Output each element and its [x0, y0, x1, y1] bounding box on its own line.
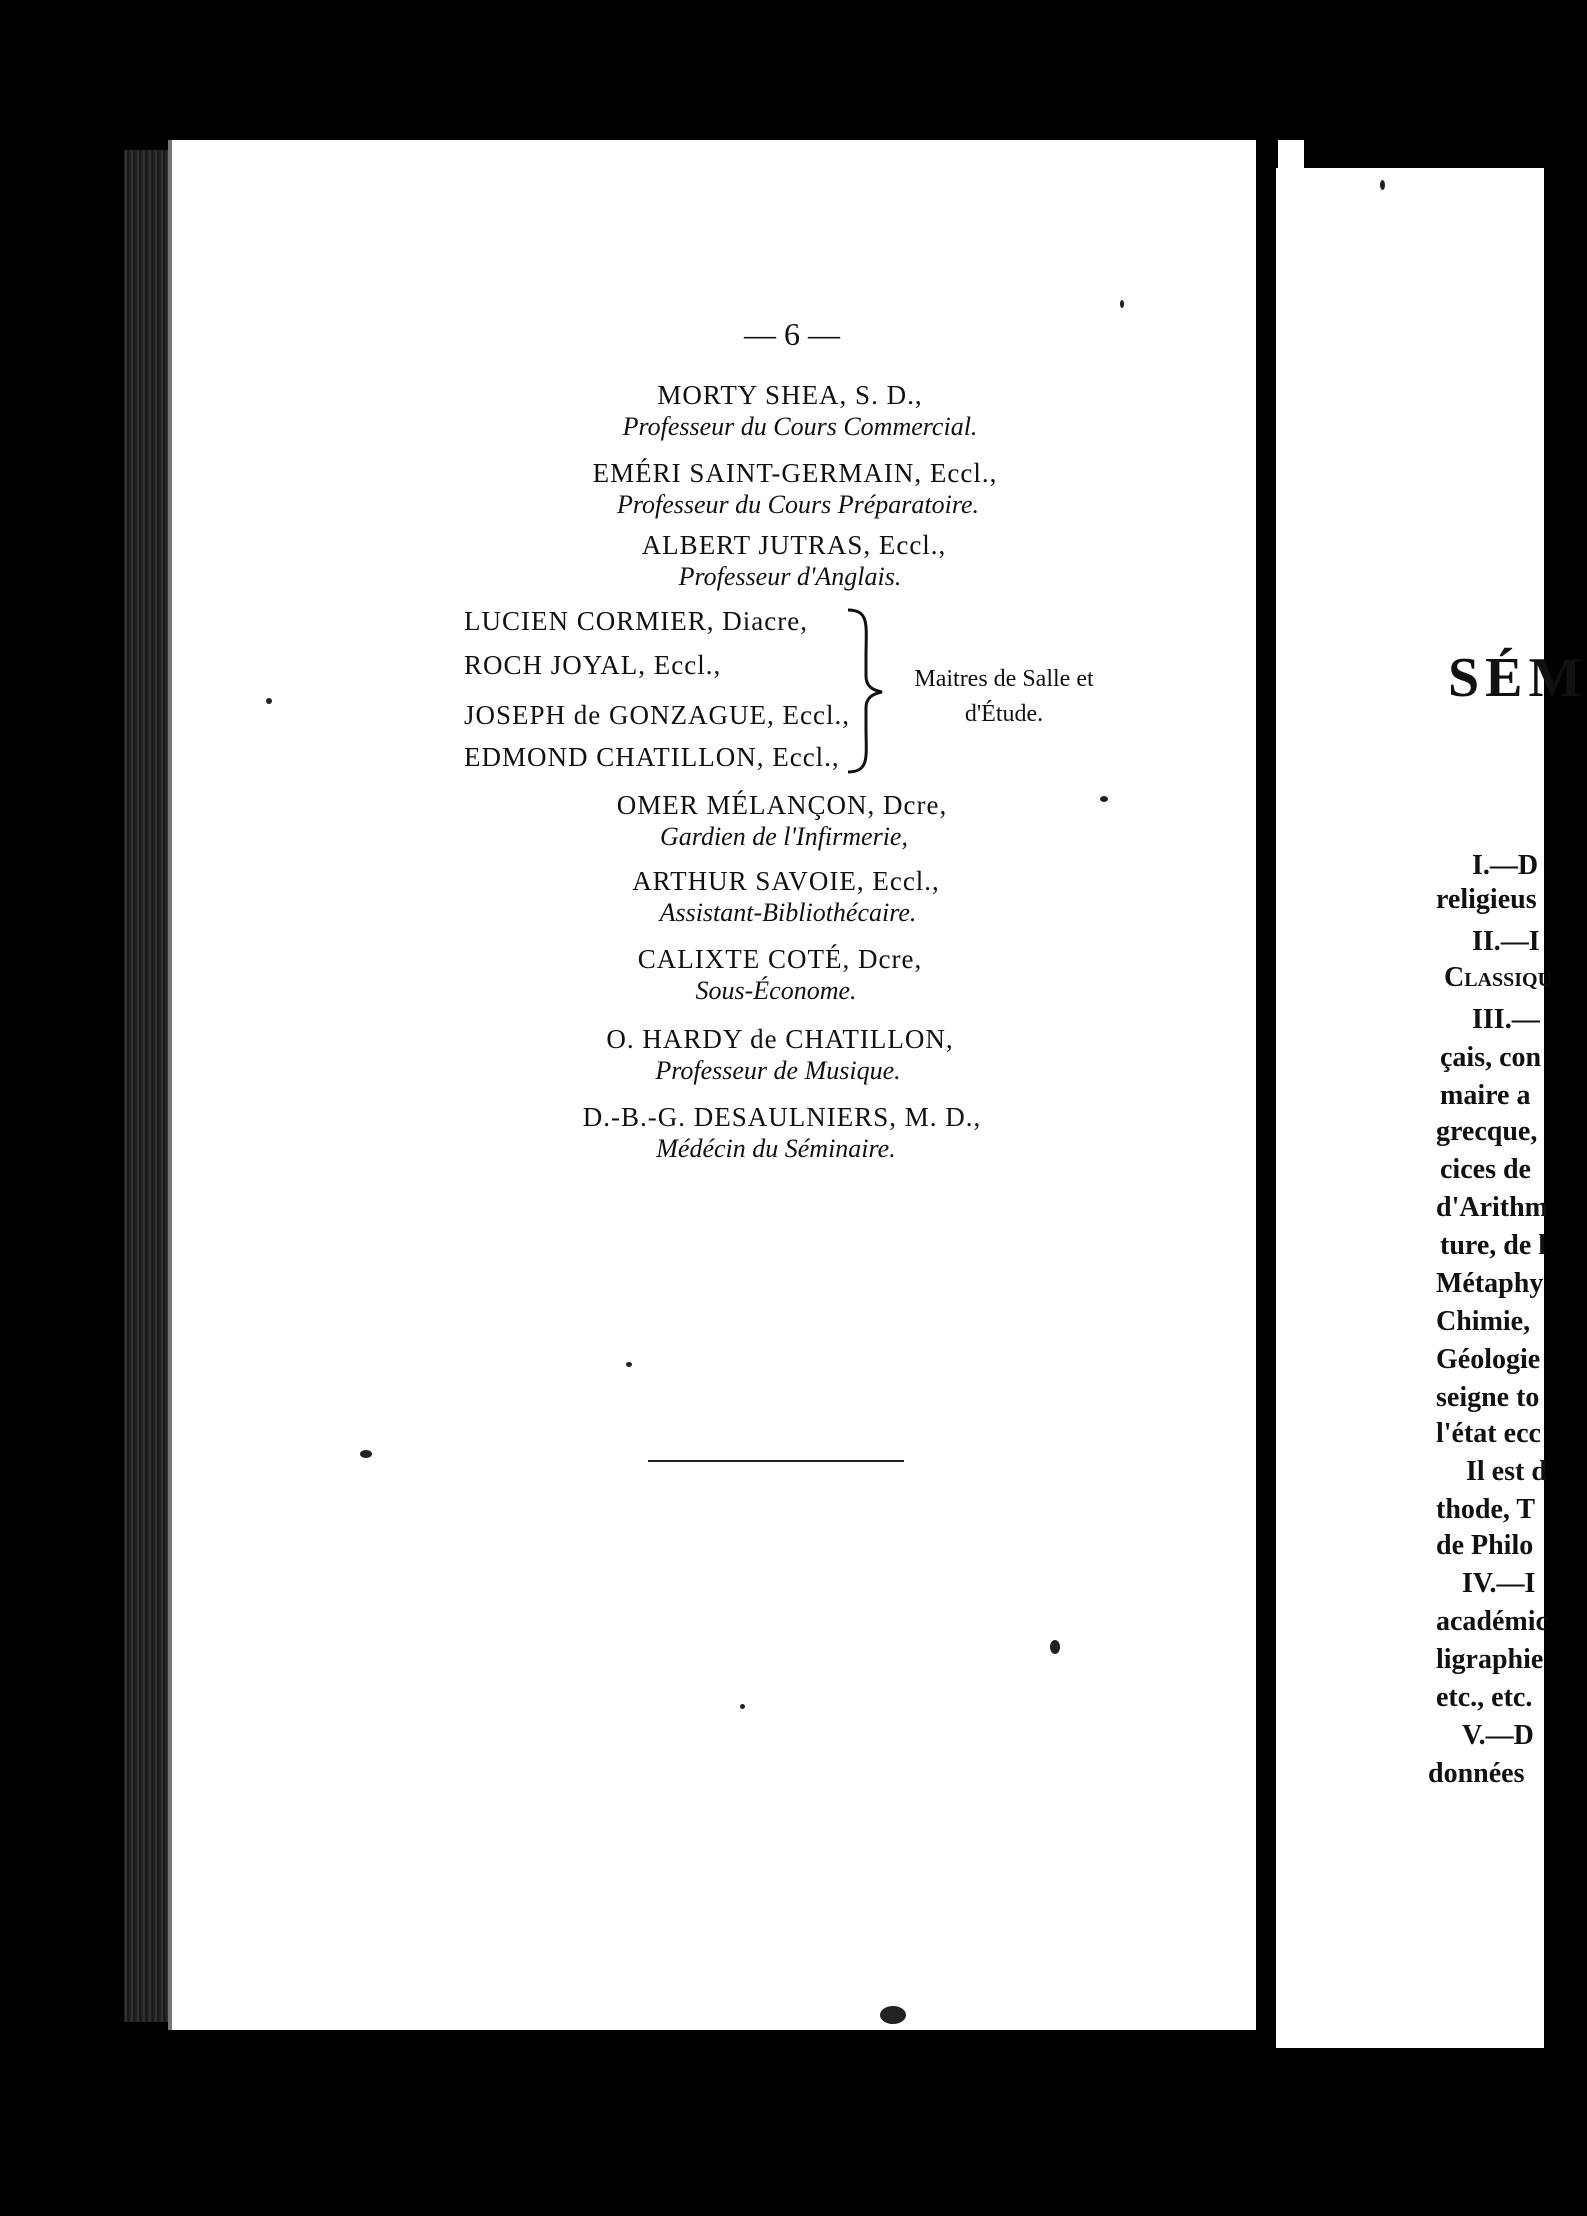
- right-page-line: cices de: [1440, 1154, 1531, 1185]
- horizontal-rule: [648, 1460, 904, 1462]
- staff-title: Professeur de Musique.: [655, 1056, 901, 1085]
- masters-label-line1: Maitres de Salle et: [914, 666, 1094, 692]
- masters-label-line2: d'Étude.: [964, 701, 1044, 727]
- curly-brace-icon: [840, 606, 890, 776]
- staff-name: MORTY SHEA, S. D.,: [657, 380, 923, 410]
- right-page-line: Il est d: [1466, 1456, 1547, 1487]
- right-page-line: Classiqu: [1444, 962, 1553, 993]
- scan-speck: [1120, 300, 1124, 308]
- right-page-line: religieus: [1436, 884, 1537, 915]
- right-page-line: Géologie: [1436, 1344, 1541, 1375]
- scan-speck: [880, 2006, 906, 2024]
- right-page-line: IV.—I: [1462, 1568, 1536, 1599]
- scan-speck: [266, 698, 272, 704]
- right-page-line: académic: [1436, 1606, 1548, 1637]
- right-page-line: etc., etc.: [1436, 1682, 1533, 1713]
- right-page-line: thode, T: [1436, 1494, 1536, 1525]
- right-page-line: II.—I: [1472, 926, 1540, 957]
- staff-name: ARTHUR SAVOIE, Eccl.,: [632, 866, 940, 896]
- right-page-line: grecque,: [1436, 1116, 1538, 1147]
- page-stack-edge: [124, 150, 172, 2022]
- right-page-heading: SÉM: [1448, 647, 1587, 709]
- staff-name: OMER MÉLANÇON, Dcre,: [616, 790, 948, 820]
- staff-title: Gardien de l'Infirmerie,: [660, 822, 908, 851]
- staff-name: EMÉRI SAINT-GERMAIN, Eccl.,: [592, 458, 998, 488]
- scan-speck: [740, 1704, 745, 1709]
- staff-title: Sous-Économe.: [695, 976, 857, 1005]
- page-number: — 6 —: [744, 316, 840, 352]
- master-name: ROCH JOYAL, Eccl.,: [464, 650, 722, 680]
- staff-title: Professeur du Cours Commercial.: [622, 412, 978, 441]
- right-page-line: çais, con: [1440, 1042, 1542, 1073]
- staff-title: Assistant-Bibliothécaire.: [659, 898, 917, 927]
- right-page-line: Chimie,: [1436, 1306, 1531, 1337]
- book-gutter: [1256, 130, 1278, 2050]
- right-page-line: d'Arithm: [1436, 1192, 1548, 1223]
- right-page-line: ture, de l: [1440, 1230, 1547, 1261]
- right-page-line: de Philo: [1436, 1530, 1534, 1561]
- scan-speck: [1050, 1640, 1060, 1654]
- right-page-line: V.—D: [1462, 1720, 1534, 1751]
- right-page-line: I.—D: [1472, 850, 1539, 881]
- staff-name: ALBERT JUTRAS, Eccl.,: [641, 530, 947, 560]
- scan-speck: [626, 1362, 632, 1367]
- staff-name: D.-B.-G. DESAULNIERS, M. D.,: [582, 1102, 982, 1132]
- staff-title: Médécin du Séminaire.: [656, 1134, 896, 1163]
- staff-name: O. HARDY de CHATILLON,: [606, 1024, 954, 1054]
- master-name: EDMOND CHATILLON, Eccl.,: [464, 742, 840, 772]
- right-page-line: ligraphie: [1436, 1644, 1544, 1675]
- master-name: JOSEPH de GONZAGUE, Eccl.,: [464, 700, 850, 730]
- staff-title: Professeur du Cours Préparatoire.: [616, 490, 980, 519]
- right-page-line: seigne to: [1436, 1382, 1540, 1413]
- right-page-line: maire a: [1440, 1080, 1531, 1111]
- scan-speck: [360, 1450, 372, 1458]
- right-page-line: l'état ecc: [1436, 1418, 1541, 1449]
- master-name: LUCIEN CORMIER, Diacre,: [464, 606, 808, 636]
- right-page-line: données: [1428, 1758, 1525, 1789]
- right-page-line: Métaphy: [1436, 1268, 1544, 1299]
- staff-name: CALIXTE COTÉ, Dcre,: [637, 944, 923, 974]
- staff-title: Professeur d'Anglais.: [678, 562, 902, 591]
- scan-speck: [1100, 796, 1108, 802]
- right-page-line: III.—: [1472, 1004, 1540, 1035]
- scan-speck: [1380, 180, 1385, 190]
- masters-label: [914, 662, 1093, 732]
